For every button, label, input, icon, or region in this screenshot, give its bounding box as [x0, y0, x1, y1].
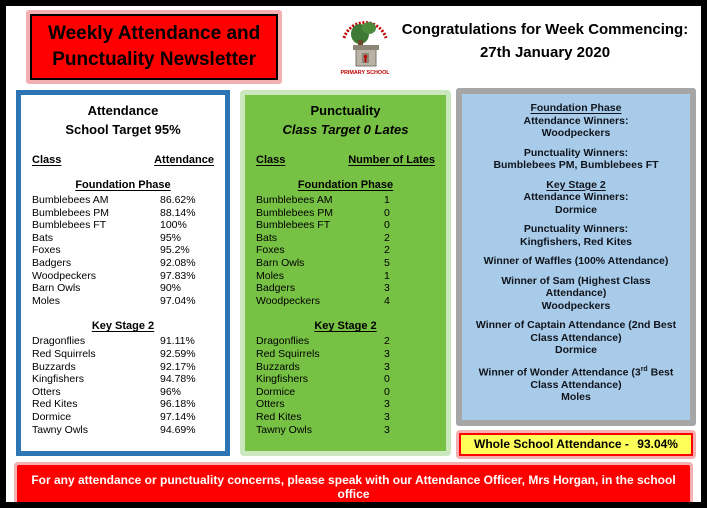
class-name: Otters [32, 385, 61, 398]
table-row [21, 282, 225, 295]
lates-value: 3 [384, 423, 390, 436]
punctuality-foundation-heading: Foundation Phase [297, 179, 394, 191]
attendance-foundation-rows [21, 194, 225, 307]
class-name: Moles [256, 269, 285, 282]
punctuality-foundation-rows [245, 194, 446, 307]
class-name: Otters [256, 398, 285, 411]
winners-foundation-heading: Foundation Phase [530, 102, 622, 114]
lates-value: 5 [384, 256, 390, 269]
whole-school-attendance-box [456, 430, 696, 459]
winners-panel [456, 88, 696, 426]
punctuality-panel-title: Punctuality [310, 103, 381, 118]
footer-banner [14, 462, 693, 508]
column-lates: Number of Lates [348, 154, 435, 166]
table-row [21, 219, 225, 232]
attendance-panel [16, 90, 230, 456]
table-row [21, 398, 225, 411]
table-row [21, 386, 225, 399]
captain-award-winner: Dormice [554, 344, 597, 356]
class-name: Bumblebees PM [32, 206, 110, 219]
attendance-value: 97.14% [160, 410, 196, 423]
ks2-punctuality-winners-label: Punctuality Winners: [523, 223, 629, 235]
class-name: Moles [32, 294, 61, 307]
table-row [21, 270, 225, 283]
footer-message: For any attendance or punctuality concerns, please speak with our Attendance Officer, Mrs Horgan, in the school office [17, 465, 690, 508]
newsletter-title-box [26, 10, 282, 84]
class-name: Foxes [32, 244, 61, 257]
lates-value: 2 [384, 231, 390, 244]
table-row [21, 361, 225, 374]
foundation-punctuality-winners: Bumblebees PM, Bumblebees FT [493, 159, 659, 171]
class-name: Dormice [256, 385, 296, 398]
column-attendance: Attendance [154, 154, 214, 166]
lates-value: 0 [384, 206, 390, 219]
class-name: Red Kites [256, 410, 302, 423]
table-row [21, 335, 225, 348]
winners-ks2-heading: Key Stage 2 [546, 178, 606, 191]
lates-value: 3 [384, 347, 390, 360]
attendance-foundation-heading: Foundation Phase [75, 179, 171, 191]
table-row [21, 424, 225, 437]
congrats-heading [394, 18, 696, 64]
class-name: Badgers [256, 282, 296, 295]
table-row [21, 373, 225, 386]
class-name: Dragonflies [32, 335, 86, 348]
attendance-value: 92.08% [160, 256, 196, 269]
newsletter-title-line2: Punctuality Newsletter [52, 49, 256, 70]
table-row [245, 361, 446, 374]
table-row [245, 335, 446, 348]
table-row [245, 257, 446, 270]
congrats-line1: Congratulations for Week Commencing: [401, 21, 689, 38]
sam-award-winner: Woodpeckers [541, 299, 611, 312]
table-row [245, 373, 446, 386]
punctuality-table-header [245, 154, 446, 166]
class-name: Bumblebees FT [256, 219, 331, 232]
whole-school-attendance-label: Whole School Attendance - [474, 437, 629, 451]
attendance-value: 91.11% [160, 335, 195, 348]
waffles-award-line: Winner of Waffles (100% Attendance) [483, 255, 669, 267]
table-row [21, 207, 225, 220]
attendance-value: 86.62% [160, 194, 196, 206]
class-name: Barn Owls [32, 282, 81, 295]
foundation-punctuality-winners-label: Punctuality Winners: [523, 146, 629, 159]
table-row [245, 348, 446, 361]
attendance-value: 97.83% [160, 269, 196, 282]
class-name: Bumblebees AM [32, 194, 109, 206]
table-row [21, 411, 225, 424]
lates-value: 1 [384, 194, 390, 206]
table-row [245, 194, 446, 207]
logo-caption: PRIMARY SCHOOL [340, 70, 390, 76]
school-logo [336, 12, 394, 80]
attendance-value: 96.18% [160, 398, 196, 411]
lates-value: 2 [384, 335, 390, 348]
attendance-value: 94.69% [160, 423, 196, 436]
class-name: Buzzards [32, 360, 76, 373]
attendance-value: 100% [160, 219, 187, 232]
attendance-ks2-heading: Key Stage 2 [91, 320, 155, 333]
attendance-value: 97.04% [160, 294, 196, 307]
lates-value: 3 [384, 282, 390, 295]
punctuality-ks2-heading: Key Stage 2 [314, 320, 377, 333]
attendance-table-header [21, 154, 225, 166]
class-name: Buzzards [256, 360, 300, 373]
lates-value: 3 [384, 398, 390, 411]
punctuality-panel-subtitle: Class Target 0 Lates [282, 122, 409, 137]
table-row [245, 295, 446, 308]
class-name: Dragonflies [256, 335, 310, 348]
attendance-ks2-rows [21, 335, 225, 436]
wonder-award-line: Winner of Wonder Attendance (3rd Best Class Attendance) [478, 365, 674, 391]
table-row [21, 232, 225, 245]
wonder-award-winner: Moles [561, 391, 591, 403]
ks2-attendance-winners-label: Attendance Winners: [523, 191, 629, 203]
table-row [21, 348, 225, 361]
attendance-value: 95.2% [160, 244, 190, 257]
class-name: Red Kites [32, 398, 78, 411]
whole-school-attendance-value: 93.04% [637, 437, 678, 451]
lates-value: 4 [384, 294, 390, 307]
table-row [21, 244, 225, 257]
class-name: Barn Owls [256, 256, 305, 269]
attendance-panel-title: Attendance [87, 103, 159, 118]
attendance-value: 88.14% [160, 206, 196, 219]
punctuality-ks2-rows [245, 335, 446, 436]
class-name: Foxes [256, 244, 285, 257]
attendance-value: 92.59% [160, 347, 196, 360]
table-row [21, 257, 225, 270]
table-row [245, 424, 446, 437]
class-name: Kingfishers [256, 373, 308, 386]
newsletter-title-line1: Weekly Attendance and [48, 23, 261, 44]
column-class: Class [256, 154, 286, 166]
class-name: Bumblebees AM [256, 194, 333, 206]
class-name: Dormice [32, 410, 72, 423]
lates-value: 0 [384, 373, 390, 386]
table-row [21, 295, 225, 308]
sam-award-line: Winner of Sam (Highest Class Attendance) [501, 274, 651, 299]
lates-value: 0 [384, 385, 390, 398]
ks2-attendance-winner: Dormice [554, 203, 597, 216]
table-row [245, 207, 446, 220]
ks2-punctuality-winners: Kingfishers, Red Kites [519, 235, 633, 248]
table-row [245, 386, 446, 399]
punctuality-panel [240, 90, 451, 456]
lates-value: 3 [384, 410, 390, 423]
table-row [245, 282, 446, 295]
class-name: Tawny Owls [256, 423, 313, 436]
class-name: Bumblebees FT [32, 219, 107, 232]
class-name: Red Squirrels [256, 347, 320, 360]
table-row [245, 232, 446, 245]
captain-award-line: Winner of Captain Attendance (2nd Best Class Attendance) [475, 319, 677, 344]
column-class: Class [32, 154, 62, 166]
attendance-value: 94.78% [160, 373, 196, 386]
class-name: Bumblebees PM [256, 206, 334, 219]
class-name: Red Squirrels [32, 347, 96, 360]
table-row [245, 219, 446, 232]
foundation-attendance-winners-label: Attendance Winners: [523, 114, 629, 127]
attendance-panel-subtitle: School Target 95% [65, 122, 181, 137]
attendance-value: 95% [160, 231, 182, 244]
attendance-value: 96% [160, 385, 182, 398]
lates-value: 2 [384, 244, 390, 257]
class-name: Tawny Owls [32, 423, 89, 436]
table-row [245, 411, 446, 424]
lates-value: 1 [384, 269, 390, 282]
table-row [245, 244, 446, 257]
class-name: Badgers [32, 256, 72, 269]
lates-value: 3 [384, 360, 390, 373]
foundation-attendance-winner: Woodpeckers [541, 127, 611, 139]
attendance-value: 90% [160, 282, 182, 295]
table-row [21, 194, 225, 207]
class-name: Woodpeckers [32, 269, 97, 282]
table-row [245, 270, 446, 283]
congrats-line2: 27th January 2020 [479, 44, 611, 61]
class-name: Woodpeckers [256, 294, 321, 307]
school-crest-icon [336, 12, 394, 80]
attendance-value: 92.17% [160, 360, 196, 373]
table-row [245, 398, 446, 411]
class-name: Bats [256, 231, 278, 244]
lates-value: 0 [384, 219, 390, 232]
class-name: Bats [32, 231, 54, 244]
class-name: Kingfishers [32, 373, 84, 386]
